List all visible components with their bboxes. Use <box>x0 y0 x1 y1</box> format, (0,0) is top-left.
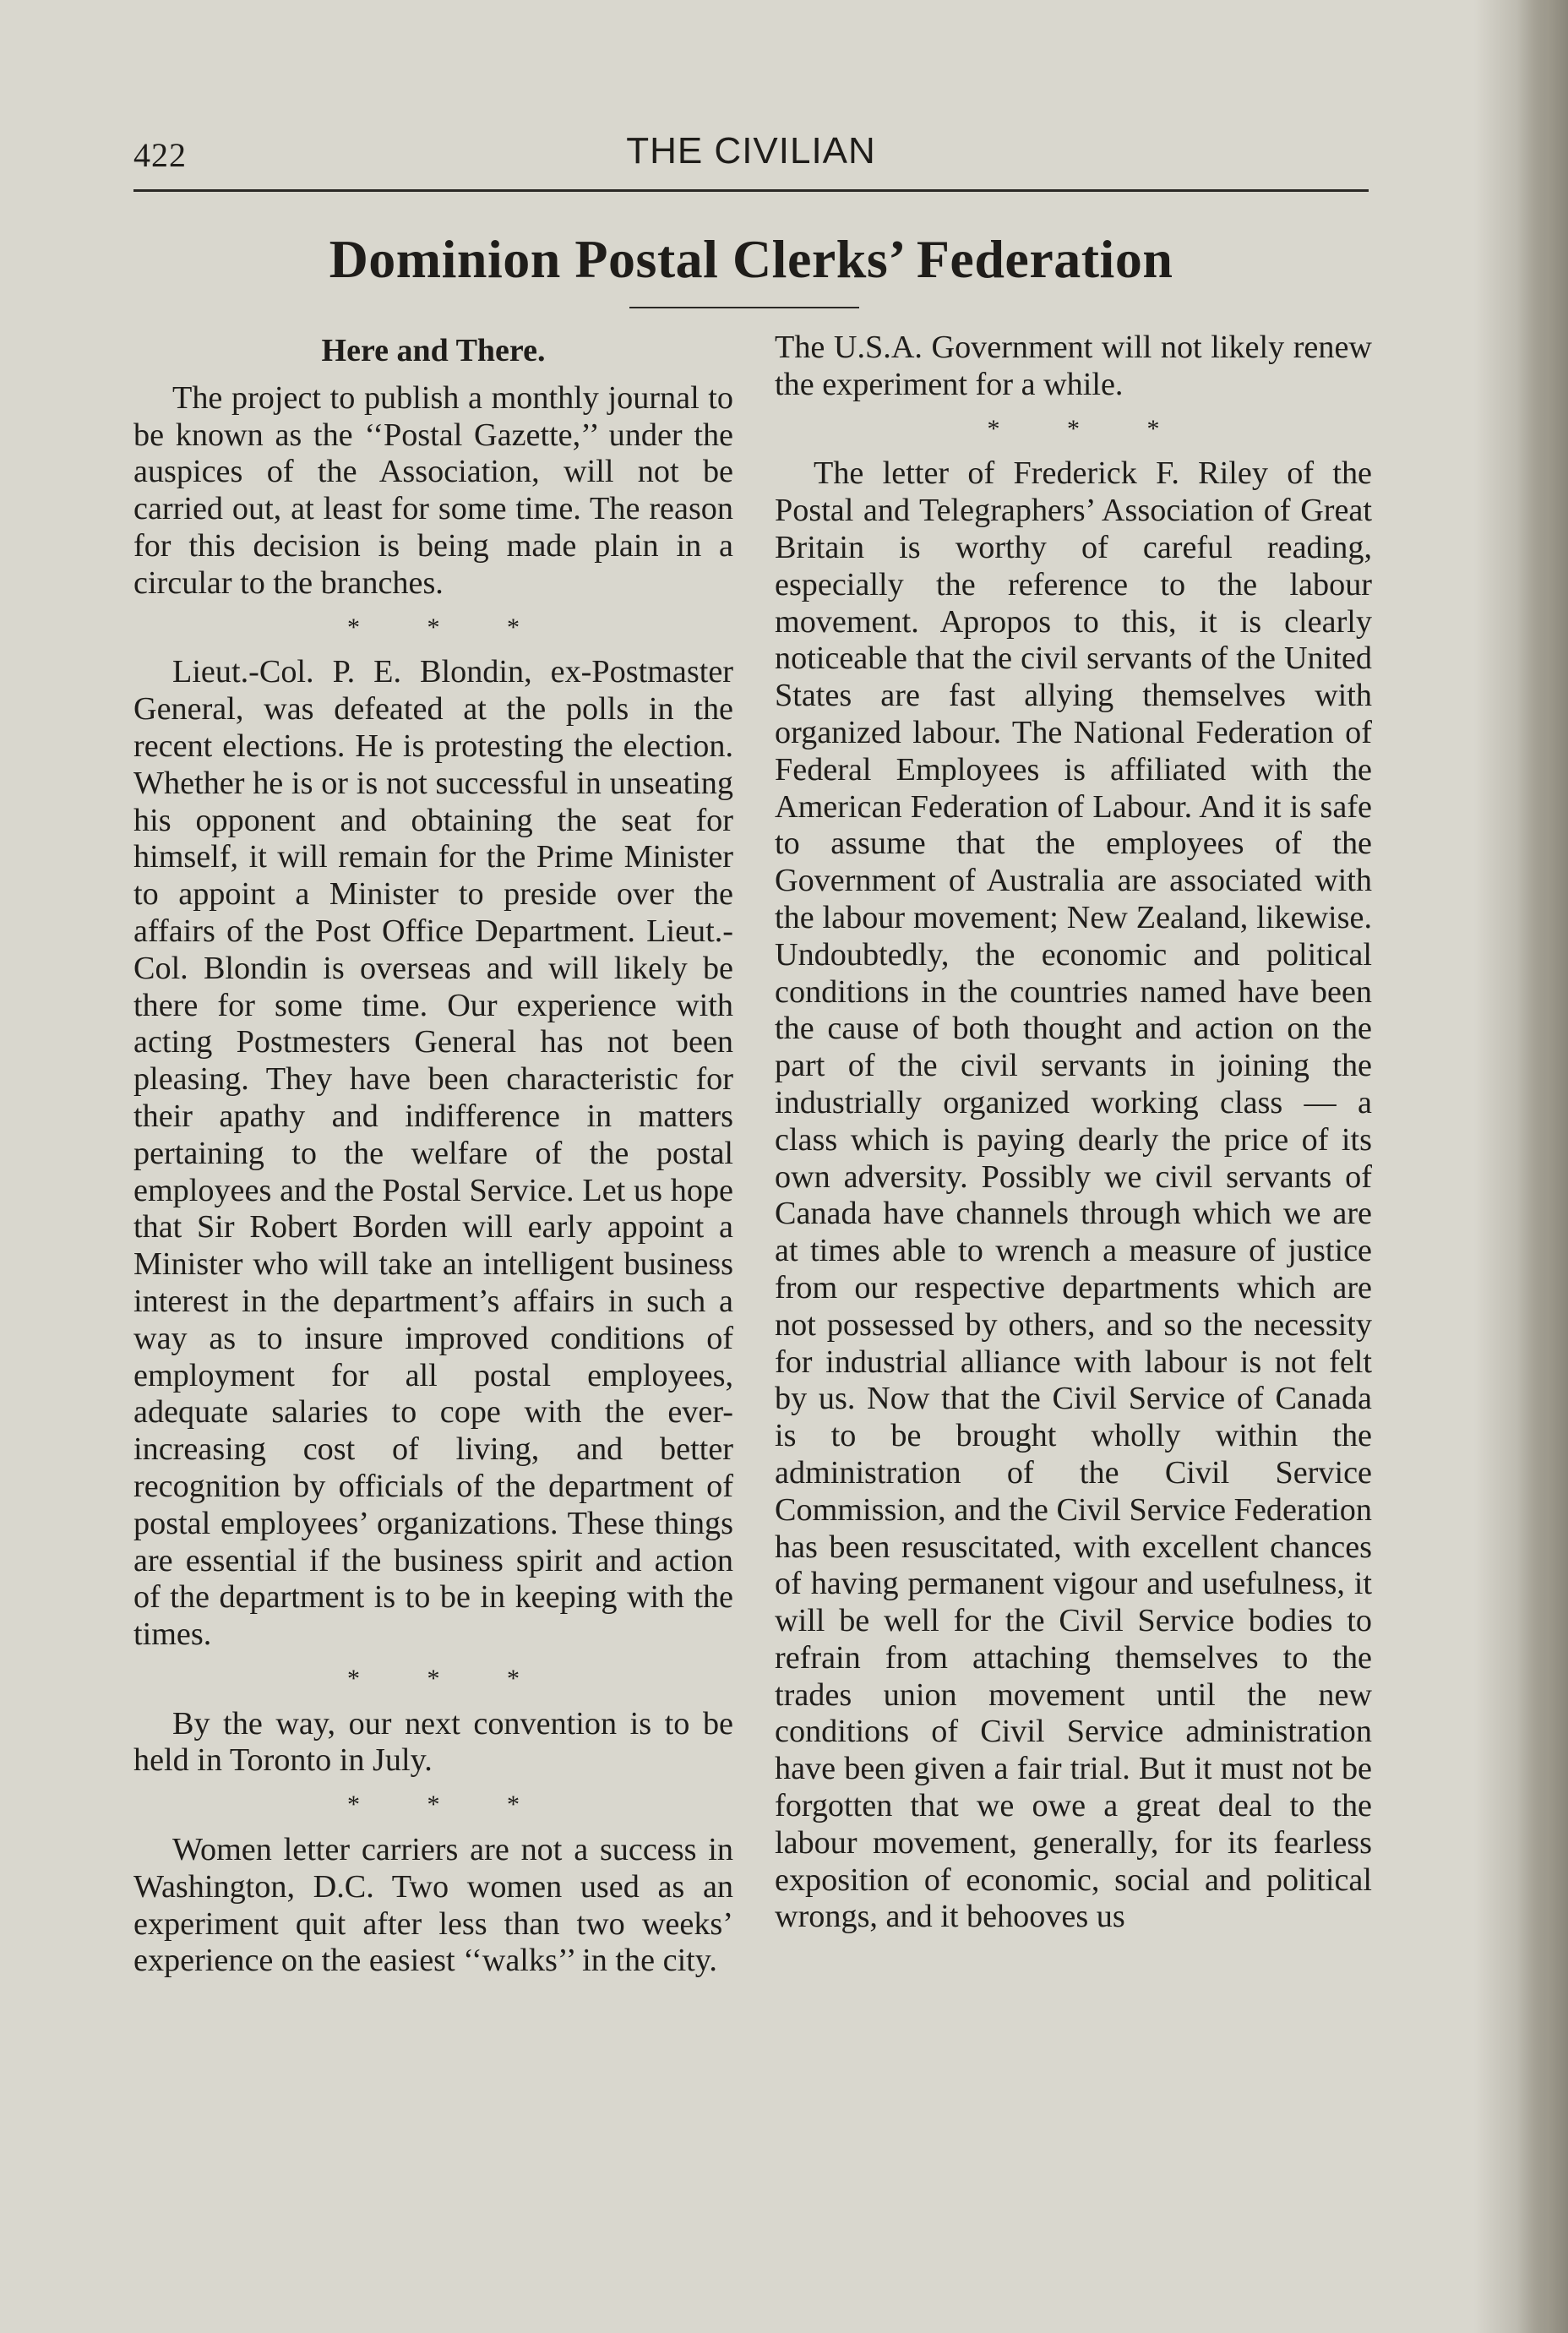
journal-name: THE CIVILIAN <box>626 130 876 172</box>
left-column <box>133 330 733 1980</box>
paragraph-letter-carriers: Women letter carriers are not a success in Washington, D.C. Two women used as an experiment quit after less than two weeks’ experience on the easiest ‘‘walks’’ in the city. <box>133 1832 733 1979</box>
paragraph-blondin: Lieut.-Col. P. E. Blondin, ex-Postmaster General, was defeated at the polls in the recent elections. He is protesting the election. Whether he is or is not successful in unseating his opponent and obtaining the seat for himself, it will remain for the Prime Minister to appoint a Minister to preside over the affairs of the Post Office Department. Lieut.-Col. Blondin is overseas and will likely be there for some time. Our experience with acting Postmesters General has not been pleasing. They have been characteristic for their apathy and indifference in matters pertaining to the welfare of the postal employees and the Postal Service. Let us hope that Sir Robert Borden will early appoint a Minister who will take an intelligent business interest in the department’s affairs in such a way as to insure improved conditions of employment for all postal employees, adequate salaries to cope with the ever-increasing cost of living, and better recognition by officials of the department of postal employees’ organizations. These things are essential if the business spirit and action of the department is to be in keeping with the times. <box>133 654 733 1653</box>
section-heading: Here and There. <box>321 333 546 368</box>
section-separator: * * * <box>347 1791 550 1819</box>
section-separator: * * * <box>347 613 550 641</box>
running-head <box>133 127 1369 186</box>
paragraph-convention: By the way, our next convention is to be held in Toronto in July. <box>133 1705 733 1779</box>
paragraph-postal-gazette: The project to publish a monthly journal to be known as the ‘‘Postal Gazette,’’ under the auspices of the Association, will not be carried out, at least for some time. The reason for this decision is being made plain in a circular to the branches. <box>133 379 733 601</box>
header-rule <box>133 189 1369 192</box>
page-binding-shadow <box>1517 0 1568 2333</box>
section-separator: * * * <box>987 414 1190 443</box>
paragraph-riley-letter: The letter of Frederick F. Riley of the Postal and Telegraphers’ Association of Great Britain is worthy of careful reading, especially the reference to the labour movement. Apropos to this, it is clearly noticeable that the civil servants of the United States are fast allying themselves with organized labour. The National Federation of Federal Employees is affiliated with the American Federation of Labour. And it is safe to assume that the employees of the Government of Australia are associated with the labour movement; New Zealand, likewise. Undoubtedly, the economic and political conditions in the countries named have been the cause of both thought and action on the part of the civil servants in joining the industrially organized working class — a class which is paying dearly the price of its own adversity. Possibly we civil servants of Canada have channels through which we are at times able to wrench a measure of justice from our respective departments which are not possessed by others, and so the necessity for industrial alliance with labour is not felt by us. Now that the Civil Service of Canada is to be brought wholly within the administration of the Civil Service Commission, and the Civil Service Federation has been resuscitated, with excellent chances of having permanent vigour and usefulness, it will be well for the Civil Service bodies to refrain from attaching themselves to the trades union movement until the new conditions of Civil Service administration have been given a fair trial. But it must not be forgotten that we owe a great deal to the labour movement, generally, for its fearless exposition of economic, social and political wrongs, and it behooves us <box>775 455 1372 1935</box>
page-number: 422 <box>133 136 187 174</box>
paragraph-continued: The U.S.A. Government will not likely renew the experiment for a while. <box>775 330 1372 402</box>
right-column <box>775 330 1372 1936</box>
title-rule <box>629 307 859 308</box>
section-separator: * * * <box>347 1664 550 1693</box>
article-title: Dominion Postal Clerks’ Federation <box>329 229 1173 289</box>
